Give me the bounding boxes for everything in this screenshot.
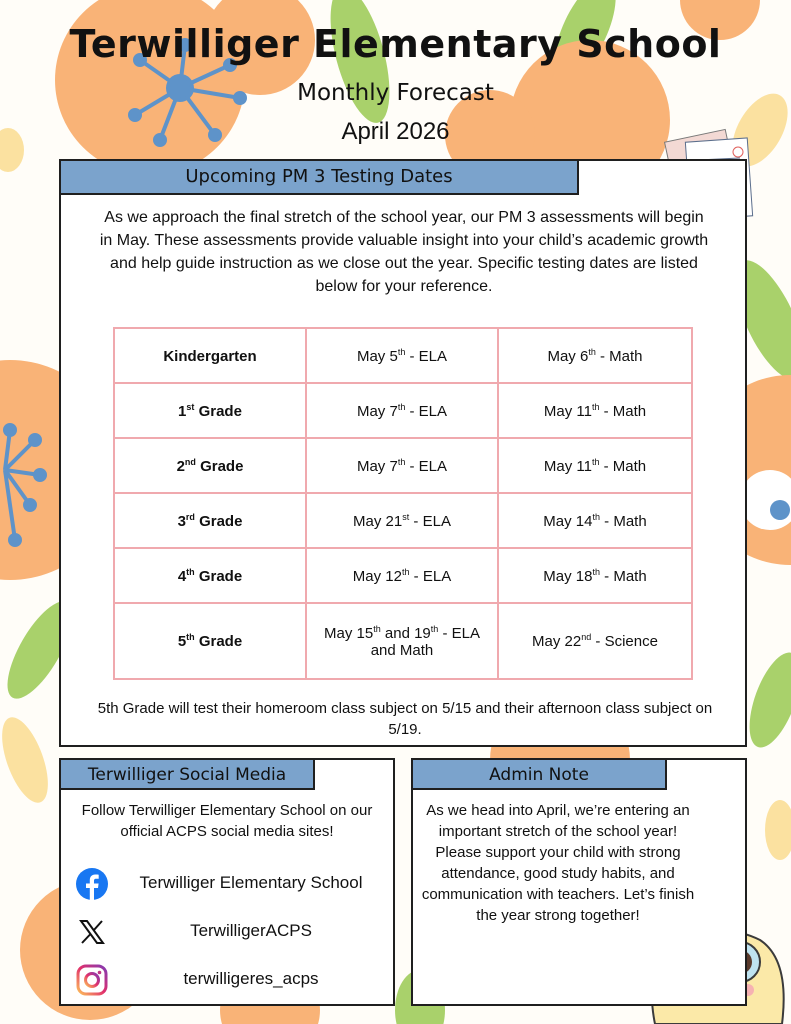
date-subject: - ELA and Math	[370, 624, 480, 659]
social-media-heading: Terwilliger Social Media	[59, 758, 315, 790]
date-text: May 11	[543, 402, 592, 420]
second-date-cell	[498, 383, 692, 438]
social-link-facebook[interactable]	[74, 866, 384, 902]
grade-cell	[114, 548, 306, 603]
date-ordinal: th	[592, 566, 601, 577]
grade-word: Grade	[195, 457, 244, 475]
page-month: April 2026	[341, 118, 450, 145]
ela-date-cell	[306, 493, 498, 548]
date-text: May 12	[352, 567, 402, 585]
second-date-cell	[498, 328, 692, 383]
date-subject: - Math	[600, 567, 647, 585]
grade-number: 5	[177, 633, 187, 650]
date-text: May 15	[324, 624, 374, 642]
date-ordinal: st	[402, 511, 410, 522]
grade-number: 2	[176, 457, 185, 475]
testing-note-text: 5th Grade will test their homeroom class subject on 5/15 and their afternoon class subject on 5/19.	[97, 700, 713, 738]
table-row	[114, 548, 692, 603]
social-link-label: terwilligeres_acps	[183, 969, 319, 988]
testing-intro-text: As we approach the final stretch of the school year, our PM 3 assessments will begin in May. These assessments provide valuable insight into your child’s academic growth and help guide instruction as we close out the year. Specific testing dates are listed below for your reference.	[99, 209, 709, 295]
ela-date-cell	[306, 438, 498, 493]
grade-number: 4	[177, 567, 187, 585]
date-subject: - Math	[595, 347, 643, 365]
second-date-cell	[498, 493, 692, 548]
admin-note-heading: Admin Note	[411, 758, 667, 790]
date-subject: - Math	[600, 512, 647, 530]
school-title: Terwilliger Elementary School	[69, 22, 722, 66]
date-ordinal: th	[402, 566, 410, 577]
date-ordinal: th	[592, 511, 601, 522]
instagram-icon	[76, 964, 108, 996]
date-ordinal: th	[588, 346, 596, 357]
date-text: May 7	[356, 457, 398, 475]
grade-ordinal: nd	[184, 456, 196, 467]
ela-date-cell	[306, 383, 498, 438]
date-subject: and	[380, 624, 415, 642]
grade-number: 3	[177, 512, 186, 530]
admin-note-text: As we head into April, we’re entering an important stretch of the school year! Please support your child with strong attendance, good study habits, and communication with teachers. Let’s finish the year strong together!	[421, 802, 695, 924]
date-text: 19	[414, 624, 431, 642]
grade-ordinal: st	[186, 401, 195, 412]
page-subtitle: Monthly Forecast	[297, 80, 494, 106]
date-ordinal: th	[397, 346, 406, 357]
testing-dates-heading: Upcoming PM 3 Testing Dates	[59, 159, 579, 195]
grade-number: 1	[178, 402, 187, 420]
grade-cell	[114, 438, 306, 493]
table-row	[114, 383, 692, 438]
grade-ordinal: rd	[185, 511, 195, 522]
facebook-icon	[76, 868, 108, 900]
date-ordinal: th	[373, 623, 381, 634]
table-row	[114, 438, 692, 493]
date-ordinal: th	[397, 456, 406, 467]
table-row	[114, 328, 692, 383]
social-intro-text: Follow Terwilliger Elementary School on our official ACPS social media sites!	[81, 802, 373, 840]
blue-dot-shape	[770, 500, 790, 520]
ela-date-cell	[306, 548, 498, 603]
grade-number: Kindergarten	[163, 347, 257, 365]
grade-cell	[114, 493, 306, 548]
date-text: May 22	[532, 633, 582, 650]
petal-shape	[0, 712, 57, 809]
grade-word: Grade	[194, 567, 243, 585]
date-ordinal: th	[591, 456, 600, 467]
date-text: May 14	[543, 512, 593, 530]
ela-date-cell	[306, 328, 498, 383]
date-subject: - ELA	[405, 457, 448, 475]
date-text: May 18	[543, 567, 593, 585]
grade-cell	[114, 603, 306, 679]
grade-cell	[114, 383, 306, 438]
grade-cell	[114, 328, 306, 383]
second-date-cell	[498, 603, 692, 679]
table-row	[114, 493, 692, 548]
grade-ordinal: th	[186, 632, 195, 642]
date-text: May 21	[353, 512, 403, 530]
date-subject: - Science	[591, 633, 658, 650]
ela-date-cell	[306, 603, 498, 679]
social-link-label: Terwilliger Elementary School	[139, 873, 363, 892]
date-subject: - ELA	[409, 512, 451, 530]
date-ordinal: th	[397, 401, 406, 412]
grade-word: Grade	[194, 402, 242, 420]
date-text: May 5	[356, 347, 398, 365]
petal-shape	[765, 800, 791, 860]
date-subject: - ELA	[405, 402, 448, 420]
date-ordinal: th	[591, 401, 600, 412]
date-text: May 6	[547, 347, 589, 365]
date-subject: - ELA	[405, 347, 448, 365]
second-date-cell	[498, 438, 692, 493]
date-subject: - Math	[599, 402, 647, 420]
testing-schedule-table	[113, 327, 693, 680]
social-link-instagram[interactable]	[74, 962, 384, 998]
date-text: May 7	[356, 402, 398, 420]
social-link-label: TerwilligerACPS	[190, 921, 312, 940]
date-ordinal: nd	[581, 632, 592, 642]
grade-word: Grade	[194, 512, 243, 530]
grade-ordinal: th	[186, 566, 195, 577]
grade-word: Grade	[194, 633, 243, 650]
testing-schedule-body	[114, 328, 692, 679]
date-subject: - ELA	[409, 567, 452, 585]
date-ordinal: th	[430, 623, 439, 634]
x-icon	[76, 916, 108, 948]
second-date-cell	[498, 548, 692, 603]
date-text: May 11	[543, 457, 592, 475]
table-row	[114, 603, 692, 679]
social-link-x[interactable]	[74, 914, 384, 950]
date-subject: - Math	[599, 457, 647, 475]
